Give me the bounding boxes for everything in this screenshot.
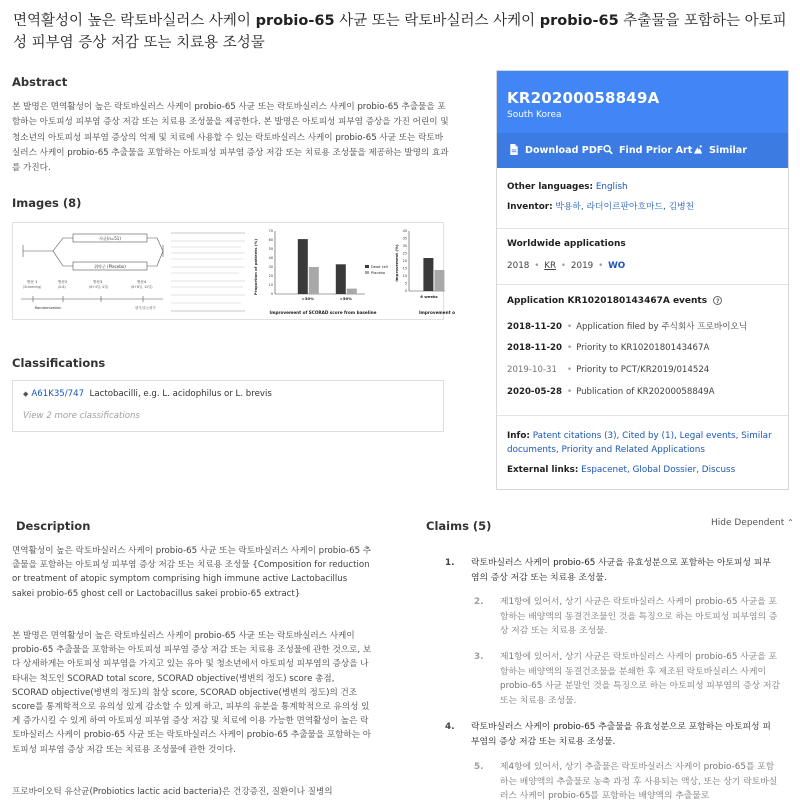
y-tick-label: 0: [270, 292, 273, 297]
claim-3: 3. 제1항에 있어서, 상기 사균은 락토바실러스 사케이 probio-65 사균을 포함하는 배양액의 동결건조물을 분쇄한 후 제조된 락토바실러스 사케이 probio-65 사균 분말인 것을 특징으로 하는 아토피성 피부염의 증상 저감 또는 치료용 조성물.: [474, 652, 780, 706]
ww-wo-link[interactable]: WO: [608, 261, 626, 271]
description-paragraph-3: 프로바이오틱 유산균(Probiotics lactic acid bacteria)은 건강증진, 질환이나 질병의: [12, 787, 333, 797]
fig4-category: 6 weeks: [420, 294, 438, 299]
y-tick-label: 40: [268, 256, 273, 261]
claim-1: 1. 락토바실러스 사케이 probio-65 사균을 유효성분으로 포함하는 아토피성 피부염의 증상 저감 또는 치료용 조성물.: [445, 558, 771, 583]
events-heading: Application KR1020180143467A events ?: [507, 296, 722, 306]
classification-row[interactable]: [23, 389, 272, 399]
patent-title: 면역활성이 높은 락토바실러스 사케이 probio-65 사균 또는 락토바실러스 사케이 probio-65 추출물을 포함하는 아토피성 피부염 증상 저감 또는 치료용 조성물: [13, 13, 787, 51]
x-tick-label: >30%: [301, 296, 314, 301]
fig3-legend-swatch-1: [365, 265, 369, 268]
fig3-legend-2: Placebo: [371, 271, 386, 275]
classification-desc: Lactobacilli, e.g. L. acidophilus or L. brevis: [89, 389, 272, 399]
inventors: Inventor: 박용하, 라더이르판아흐마드, 김병천: [507, 202, 695, 212]
abstract-text: 본 발명은 면역활성이 높은 락토바실러스 사케이 probio-65 사균 또는 락토바실러스 사케이 probio-65 추출물을 포함하는 아토피성 피부염 증상 저감 또는 치료용 조성물을 제공한다. 본 발명은 아토피성 피부염 증상을 가진 어린이 및 청소년의 아토피성 피부염 증상의 억제 및 치료에 사용할 수 있는 락토바실러스 사케이 probio-65 사균 또는 락토바실러스 사케이 probio-65 추출물을 포함하는 아토피성 피부염 증상 저감 또는 치료용 조성물을 제공하는 발명의 효과를 가진다.: [12, 102, 449, 174]
y-tick-label: 35: [402, 236, 407, 241]
event-row: 2018-11-20 • Priority to KR1020180143467A: [507, 343, 710, 353]
fig4-ylabel: Improvement (%): [394, 244, 399, 282]
patent-number: KR20200058849A: [507, 89, 660, 107]
worldwide-heading: Worldwide applications: [507, 239, 626, 249]
claims-heading: Claims (5): [426, 519, 492, 533]
search-icon: [603, 144, 613, 155]
find-prior-art-button[interactable]: Find Prior Art: [603, 144, 692, 156]
bar: [423, 258, 433, 291]
similar-button[interactable]: Similar: [693, 144, 747, 156]
y-tick-label: 40: [402, 229, 407, 234]
fig1-visit4: 방문4: [137, 280, 147, 284]
similar-icon: [693, 144, 703, 155]
fig1-arm-top: 사균(n=51): [99, 236, 121, 241]
fig1-visit3: 방문3: [93, 280, 103, 284]
y-tick-label: 0: [404, 289, 407, 294]
external-links: External links: Espacenet, Global Dossier, Discuss: [507, 465, 736, 475]
card-header: [497, 71, 788, 168]
fig1-visit1-sub: (Screening): [23, 285, 42, 289]
y-tick-label: 50: [268, 247, 273, 252]
images-heading: Images (8): [12, 196, 82, 210]
other-languages: Other languages: English: [507, 182, 628, 192]
bar: [347, 289, 357, 294]
help-icon[interactable]: ?: [713, 296, 722, 305]
fig3-xlabel: Improvement of SCORAD score from baseline: [269, 310, 377, 315]
fig1-end-label: 평가/효능평가: [135, 306, 156, 310]
classification-code[interactable]: A61K35/747: [31, 389, 85, 399]
event-row: 2019-10-31 • Priority to PCT/KR2019/014524: [507, 365, 710, 375]
divider: [497, 284, 788, 285]
info-link-list[interactable]: Patent citations (3), Cited by (1), Legal events, Similar documents, Priority and Related Applications: [507, 431, 772, 455]
y-tick-label: 15: [402, 266, 407, 271]
tag-icon: ◆: [23, 390, 29, 398]
y-tick-label: 30: [402, 244, 407, 249]
fig1-visit2-sub: (0-6): [58, 285, 66, 289]
fig4-xlabel: Improvement o: [419, 310, 455, 315]
fig3-ylabel: Proportion of patients (%): [253, 238, 258, 296]
y-tick-label: 10: [268, 283, 273, 288]
fig3-legend-1: Dead cell: [371, 265, 388, 269]
fig1-visit3-sub: (6+4일, 4일): [89, 285, 109, 289]
bar: [434, 270, 444, 291]
y-tick-label: 30: [268, 265, 273, 270]
info-links: Info: Patent citations (3), Cited by (1), Legal events, Similar documents, Priority and Related Applications: [507, 431, 772, 455]
thumbnail-fig4-chart[interactable]: [394, 229, 455, 315]
card-actions: [497, 133, 788, 168]
image-thumbnails[interactable]: [12, 222, 455, 320]
bar: [309, 267, 319, 294]
y-tick-label: 20: [268, 274, 273, 279]
event-row: 2018-11-20 • Application filed by 주식회사 프로바이오닉: [507, 322, 748, 332]
claim-2: 2. 제1항에 있어서, 상기 사균은 락토바실러스 사케이 probio-65 사균을 포함하는 배양액의 동결건조물인 것을 특징으로 하는 아토피성 피부염의 증상 저감 또는 치료용 조성물.: [474, 597, 778, 636]
bar: [298, 239, 308, 294]
fig1-arm-bottom: 위약군 (Placebo): [94, 264, 126, 269]
description-paragraph-1: 면역활성이 높은 락토바실러스 사케이 probio-65 사균 또는 락토바실러스 사케이 probio-65 추출물을 포함하는 아토피성 피부염 증상 저감 또는 치료용 조성물 {Composition for reduction or treatment of atopic symptom comprising high immune active Lactobacillus sakei probio-65 ghost cell or Lactobacillus sakei probio-65 extract}: [12, 546, 372, 599]
patent-summary-card: [496, 70, 789, 490]
fig1-visit1: 방문 1: [27, 280, 38, 284]
language-link-english[interactable]: English: [595, 182, 628, 192]
classifications-box: [12, 380, 444, 432]
y-tick-label: 20: [402, 259, 407, 264]
chevron-up-icon: ⌃: [787, 518, 794, 527]
divider: [497, 228, 788, 229]
classifications-heading: Classifications: [12, 356, 106, 370]
thumbnail-strip: [13, 223, 455, 321]
ww-kr-link[interactable]: KR: [544, 261, 557, 271]
inventor-links[interactable]: 박용하, 라더이르판아흐마드, 김병천: [555, 202, 695, 212]
fig3-legend-swatch-2: [365, 271, 369, 274]
thumbnail-fig2[interactable]: [169, 227, 249, 315]
description-paragraph-2: 본 발명은 면역활성이 높은 락토바실러스 사케이 probio-65 사균 또는 락토바실러스 사케이 probio-65 추출물을 포함하는 아토피성 피부염 증상 저감 또는 치료용 조성물에 관한 것으로, 보다 상세하게는 아토피성 피부염을 가지고 있는 유아 및 청소년에서 아토피성 피부염의 증상을 나타내는 척도인 SCORAD total score, SCORAD objective(병변의 정도) score 총점, SCORAD objective(병변의 정도)의 참상 score, SCORAD objective(병변의 정도)의 건조 score를 통계학적으로 유의성 있게 감소할 수 있게 하고, 피부의 유분을 통계학적으로 유의성 있게 증가시킬 수 있게 하여 아토피성 피부염 증상 저감 및 치료에 이용 가능한 면역활성이 높은 락토바실러스 사케이 probio-65 사균 또는 락토바실러스 사케이 probio-65 추출물을 포함하는 아토피성 피부염 증상 저감 또는 치료용 조성물에 관한 것이다.: [12, 631, 372, 755]
worldwide-applications: 2018 • KR • 2019 • WO: [507, 261, 626, 271]
view-more-classifications[interactable]: View 2 more classifications: [23, 411, 140, 421]
fig1-visit4-sub: (6+8일, 12일): [131, 285, 153, 289]
y-tick-label: 10: [402, 274, 407, 279]
bar: [336, 264, 346, 294]
fig1-randomization: Randomization: [34, 306, 62, 310]
patent-country: South Korea: [507, 110, 562, 120]
thumbnail-fig3-chart[interactable]: [253, 229, 388, 315]
claim-4: 4. 락토바실러스 사케이 probio-65 추출물을 유효성분으로 포함하는 아토피성 피부염의 증상 저감 또는 치료용 조성물.: [445, 722, 771, 747]
x-tick-label: >50%: [339, 296, 352, 301]
y-tick-label: 5: [404, 281, 407, 286]
download-pdf-button[interactable]: Download PDF: [509, 144, 603, 156]
y-tick-label: 70: [268, 229, 273, 234]
thumbnail-fig1[interactable]: [21, 234, 163, 310]
fig1-visit2: 방문2: [58, 280, 68, 284]
claim-5: 5. 제4항에 있어서, 상기 추출물은 락토바실러스 사케이 probio-65를 포함하는 배양액의 추출물로 농축 과정 후 사용되는 액상, 또는 상기 락토바실러스 사케이 probio-65를 포함하는 배양액의 추출물로: [474, 762, 778, 801]
description-heading: Description: [16, 519, 91, 533]
abstract-heading: Abstract: [12, 75, 68, 89]
external-link-list[interactable]: Espacenet, Global Dossier, Discuss: [581, 465, 736, 475]
hide-dependent-toggle[interactable]: Hide Dependent ⌃: [711, 518, 794, 528]
pdf-icon: [509, 144, 519, 155]
divider: [497, 415, 788, 416]
y-tick-label: 25: [402, 251, 407, 256]
event-row: 2020-05-28 • Publication of KR20200058849A: [507, 387, 715, 397]
y-tick-label: 60: [268, 238, 273, 243]
